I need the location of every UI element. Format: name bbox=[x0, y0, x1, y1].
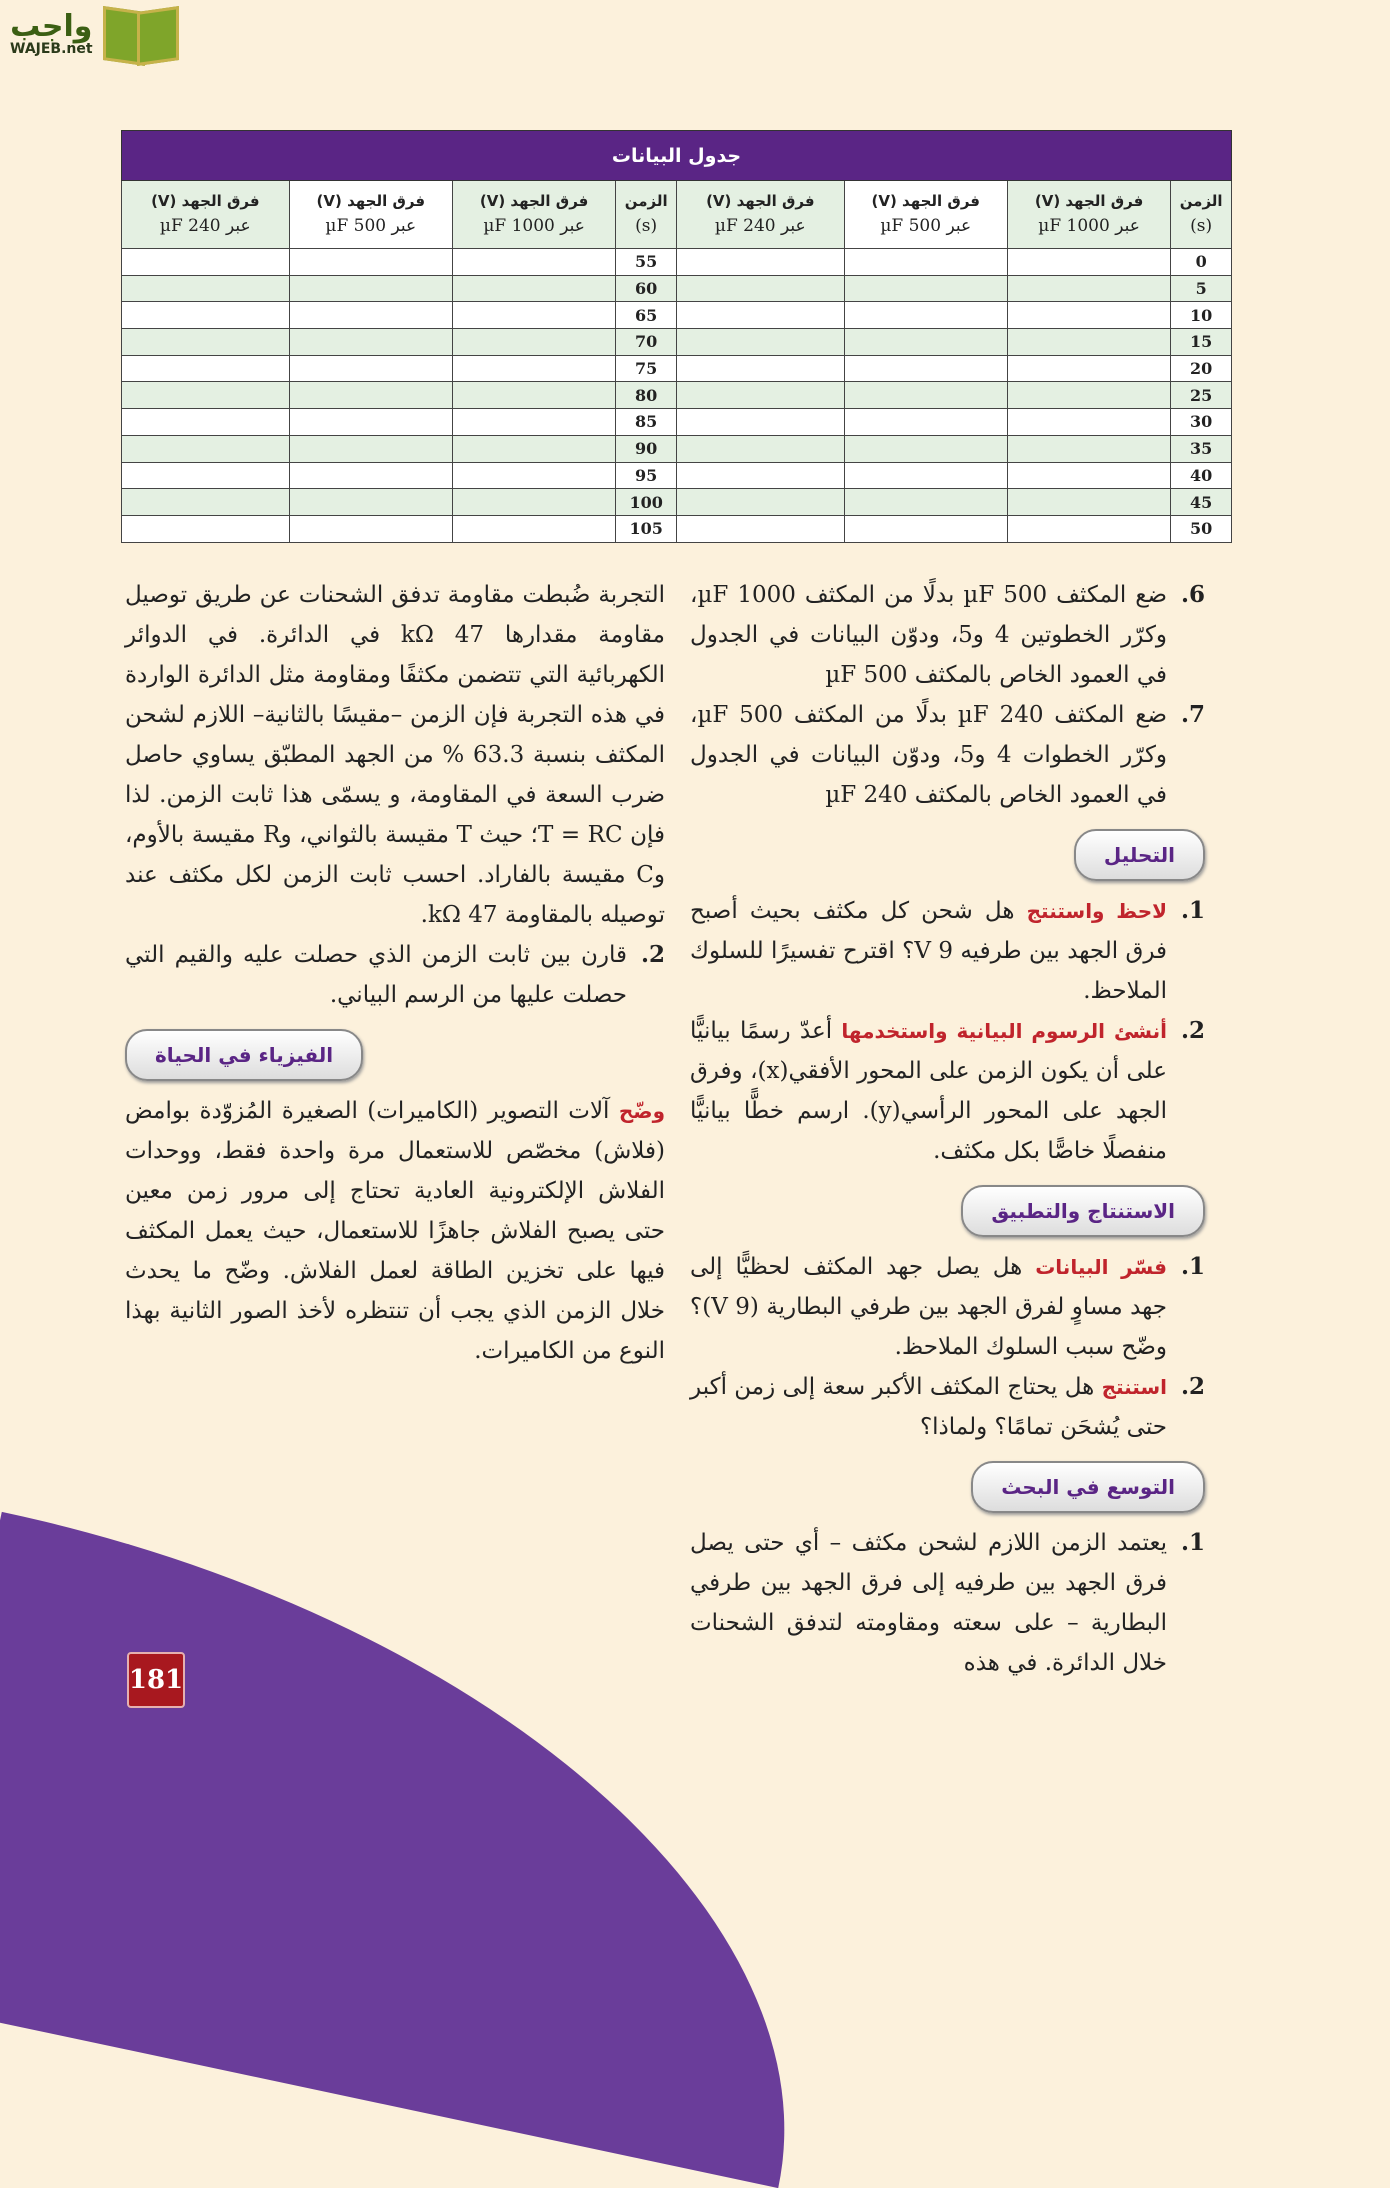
time-cell: 40 bbox=[1171, 462, 1232, 489]
voltage-cell bbox=[677, 382, 845, 409]
voltage-cell bbox=[677, 275, 845, 302]
voltage-cell bbox=[452, 462, 615, 489]
voltage-cell bbox=[1007, 462, 1170, 489]
data-table bbox=[121, 130, 1232, 543]
header-bottom: عبر 500 µF bbox=[325, 215, 417, 236]
physics-in-life-heading: الفيزياء في الحياة bbox=[125, 1029, 363, 1081]
header-top: الزمن bbox=[1179, 191, 1223, 210]
item-number: 1. bbox=[1180, 897, 1205, 924]
time-cell: 95 bbox=[616, 462, 677, 489]
voltage-cell bbox=[452, 409, 615, 436]
time-cell: 60 bbox=[616, 275, 677, 302]
physics-in-life-text bbox=[125, 1091, 665, 1371]
item-number: 2. bbox=[1180, 1373, 1205, 1400]
time-cell: 15 bbox=[1171, 329, 1232, 356]
voltage-cell bbox=[677, 329, 845, 356]
voltage-cell bbox=[452, 515, 615, 542]
header-top: فرق الجهد (V) bbox=[1034, 191, 1144, 210]
voltage-cell bbox=[452, 249, 615, 276]
header-bottom: عبر 240 µF bbox=[159, 215, 251, 236]
item-text: هل يحتاج المكثف الأكبر سعة إلى زمن أكبر حتى يُشحَن تمامًا؟ ولماذا؟ bbox=[690, 1374, 1167, 1440]
voltage-cell bbox=[289, 489, 452, 516]
time-cell: 35 bbox=[1171, 435, 1232, 462]
voltage-cell bbox=[844, 302, 1007, 329]
voltage-cell bbox=[677, 489, 845, 516]
voltage-cell bbox=[1007, 382, 1170, 409]
voltage-cell bbox=[122, 249, 290, 276]
table-row bbox=[122, 489, 1232, 516]
item-number: 1. bbox=[1180, 1529, 1205, 1556]
voltage-cell bbox=[844, 355, 1007, 382]
voltage-cell bbox=[844, 382, 1007, 409]
voltage-cell bbox=[1007, 249, 1170, 276]
voltage-cell bbox=[677, 409, 845, 436]
item-text: ضع المكثف 240 µF بدلًا من المكثف 500 µF، وكرّر الخطوات 4 و5، ودوّن البيانات في الجدول في العمود الخاص بالمكثف 240 µF bbox=[690, 702, 1168, 808]
voltage-cell bbox=[677, 435, 845, 462]
header-bottom: (s) bbox=[635, 215, 658, 236]
voltage-cell bbox=[844, 329, 1007, 356]
voltage-cell bbox=[844, 462, 1007, 489]
voltage-cell bbox=[289, 382, 452, 409]
conclusion-heading: الاستنتاج والتطبيق bbox=[961, 1185, 1205, 1237]
table-row bbox=[122, 302, 1232, 329]
research-item-2 bbox=[125, 935, 665, 1015]
time-cell: 50 bbox=[1171, 515, 1232, 542]
item-text: آلات التصوير (الكاميرات) الصغيرة المُزوّدة بوامض (فلاش) مخصّص للاستعمال مرة واحدة فقط، ووحدات الفلاش الإلكترونية العادية تحتاج إلى مرور زمن معين حتى يصبح الفلاش جاهزًا للاستعمال، حيث يعمل المكثف فيها على تخزين الطاقة لعمل الفلاش. وضّح ما يحدث خلال الزمن الذي يجب أن تنتظره لأخذ الصور الثانية بهذا النوع من الكاميرات. bbox=[125, 1098, 665, 1364]
table-row bbox=[122, 329, 1232, 356]
voltage-cell bbox=[122, 435, 290, 462]
voltage-cell bbox=[122, 462, 290, 489]
voltage-cell bbox=[122, 382, 290, 409]
time-cell: 65 bbox=[616, 302, 677, 329]
header-top: فرق الجهد (V) bbox=[151, 191, 260, 210]
voltage-cell bbox=[677, 462, 845, 489]
item-text: أعدّ رسمًا بيانيًّا على أن يكون الزمن على المحور الأفقي(x)، وفرق الجهد على المحور الرأسي(y). ارسم خطًّا بيانيًّا منفصلًا خاصًّا بكل مكثف. bbox=[690, 1018, 1167, 1164]
table-row bbox=[122, 409, 1232, 436]
conclusion-item-1 bbox=[690, 1247, 1205, 1367]
voltage-cell bbox=[122, 275, 290, 302]
logo-arabic: واجب bbox=[10, 9, 93, 44]
voltage-cell bbox=[452, 435, 615, 462]
table-row bbox=[122, 515, 1232, 542]
voltage-cell bbox=[122, 489, 290, 516]
time-cell: 80 bbox=[616, 382, 677, 409]
voltage-cell bbox=[289, 302, 452, 329]
voltage-cell bbox=[1007, 355, 1170, 382]
keyword: لاحظ واستنتج bbox=[1026, 899, 1167, 923]
header-bottom: (s) bbox=[1190, 215, 1213, 236]
table-row bbox=[122, 462, 1232, 489]
voltage-cell bbox=[289, 275, 452, 302]
item-text: ضع المكثف 500 µF بدلًا من المكثف 1000 µF، وكرّر الخطوتين 4 و5، ودوّن البيانات في الجدول في العمود الخاص بالمكثف 500 µF bbox=[690, 582, 1168, 688]
voltage-cell bbox=[1007, 409, 1170, 436]
keyword: فسّر البيانات bbox=[1035, 1255, 1167, 1279]
keyword: أنشئ الرسوم البيانية واستخدمها bbox=[841, 1019, 1167, 1043]
keyword: وضّح bbox=[618, 1099, 665, 1123]
page-number: 181 bbox=[127, 1652, 185, 1708]
voltage-cell bbox=[1007, 275, 1170, 302]
time-cell: 0 bbox=[1171, 249, 1232, 276]
table-row bbox=[122, 355, 1232, 382]
table-row bbox=[122, 382, 1232, 409]
time-cell: 20 bbox=[1171, 355, 1232, 382]
voltage-cell bbox=[1007, 515, 1170, 542]
table-title: جدول البيانات bbox=[122, 131, 1232, 181]
table-row bbox=[122, 275, 1232, 302]
table-row bbox=[122, 435, 1232, 462]
research-item-1 bbox=[690, 1523, 1205, 1683]
voltage-cell bbox=[844, 515, 1007, 542]
header-top: فرق الجهد (V) bbox=[479, 191, 589, 210]
item-number: 2. bbox=[640, 941, 665, 968]
voltage-cell bbox=[677, 515, 845, 542]
column-header bbox=[1007, 181, 1170, 249]
step-7 bbox=[690, 695, 1205, 815]
voltage-cell bbox=[677, 302, 845, 329]
research-continuation: التجربة ضُبطت مقاومة تدفق الشحنات عن طريق توصيل مقاومة مقدارها 47 kΩ في الدائرة. في الدوائر الكهربائية التي تتضمن مكثفًا ومقاومة مثل الدائرة الواردة في هذه التجربة فإن الزمن –مقيسًا بالثانية– اللازم لشحن المكثف بنسبة 63.3 % من الجهد المطبّق يساوي حاصل ضرب السعة في المقاومة، و يسمّى هذا ثابت الزمن. لذا فإن T = RC؛ حيث T مقيسة بالثواني، وR مقيسة بالأوم، وC مقيسة بالفاراد. احسب ثابت الزمن لكل مكثف عند توصيله بالمقاومة 47 kΩ. bbox=[125, 582, 665, 928]
time-cell: 45 bbox=[1171, 489, 1232, 516]
item-text: قارن بين ثابت الزمن الذي حصلت عليه والقيم التي حصلت عليها من الرسم البياني. bbox=[125, 942, 627, 1008]
voltage-cell bbox=[452, 355, 615, 382]
item-text: هل شحن كل مكثف بحيث أصبح فرق الجهد بين طرفيه 9 V؟ اقترح تفسيرًا للسلوك الملاحظ. bbox=[690, 898, 1168, 1004]
voltage-cell bbox=[122, 329, 290, 356]
column-header bbox=[677, 181, 845, 249]
item-number: 1. bbox=[1180, 1253, 1205, 1280]
voltage-cell bbox=[452, 302, 615, 329]
voltage-cell bbox=[844, 409, 1007, 436]
time-cell: 10 bbox=[1171, 302, 1232, 329]
column-header bbox=[122, 181, 290, 249]
analysis-item-1 bbox=[690, 891, 1205, 1011]
time-cell: 25 bbox=[1171, 382, 1232, 409]
voltage-cell bbox=[122, 515, 290, 542]
voltage-cell bbox=[1007, 329, 1170, 356]
voltage-cell bbox=[1007, 302, 1170, 329]
voltage-cell bbox=[289, 462, 452, 489]
item-text: هل يصل جهد المكثف لحظيًّا إلى جهد مساوٍ لفرق الجهد بين طرفي البطارية (9 V)؟ وضّح سبب السلوك الملاحظ. bbox=[690, 1254, 1168, 1360]
table-row bbox=[122, 249, 1232, 276]
time-cell: 100 bbox=[616, 489, 677, 516]
time-cell: 75 bbox=[616, 355, 677, 382]
item-text: يعتمد الزمن اللازم لشحن مكثف – أي حتى يصل فرق الجهد بين طرفيه إلى فرق الجهد بين طرفي البطارية – على سعته ومقاومته لتدفق الشحنات خلال الدائرة. في هذه bbox=[690, 1530, 1167, 1676]
left-column bbox=[125, 575, 665, 1371]
voltage-cell bbox=[289, 249, 452, 276]
voltage-cell bbox=[844, 275, 1007, 302]
voltage-cell bbox=[289, 409, 452, 436]
header-bottom: عبر 500 µF bbox=[880, 215, 972, 236]
voltage-cell bbox=[844, 489, 1007, 516]
wajeb-logo bbox=[10, 5, 181, 63]
time-cell: 90 bbox=[616, 435, 677, 462]
time-cell: 85 bbox=[616, 409, 677, 436]
time-cell: 30 bbox=[1171, 409, 1232, 436]
column-header bbox=[289, 181, 452, 249]
voltage-cell bbox=[452, 275, 615, 302]
header-top: الزمن bbox=[624, 191, 668, 210]
header-top: فرق الجهد (V) bbox=[316, 191, 426, 210]
book-icon bbox=[101, 5, 181, 63]
column-header bbox=[616, 181, 677, 249]
voltage-cell bbox=[122, 302, 290, 329]
logo-latin: WAJEB.net bbox=[10, 41, 93, 57]
right-column bbox=[690, 575, 1205, 1683]
keyword: استنتج bbox=[1101, 1375, 1167, 1399]
voltage-cell bbox=[1007, 435, 1170, 462]
column-header bbox=[844, 181, 1007, 249]
column-header bbox=[452, 181, 615, 249]
research-heading: التوسع في البحث bbox=[971, 1461, 1205, 1513]
header-bottom: عبر 1000 µF bbox=[483, 215, 585, 236]
voltage-cell bbox=[452, 382, 615, 409]
header-bottom: عبر 240 µF bbox=[714, 215, 806, 236]
voltage-cell bbox=[452, 489, 615, 516]
time-cell: 5 bbox=[1171, 275, 1232, 302]
voltage-cell bbox=[289, 515, 452, 542]
step-6 bbox=[690, 575, 1205, 695]
voltage-cell bbox=[677, 355, 845, 382]
voltage-cell bbox=[289, 435, 452, 462]
item-number: 6. bbox=[1180, 581, 1205, 608]
voltage-cell bbox=[844, 435, 1007, 462]
time-cell: 70 bbox=[616, 329, 677, 356]
voltage-cell bbox=[452, 329, 615, 356]
header-top: فرق الجهد (V) bbox=[871, 191, 980, 210]
voltage-cell bbox=[677, 249, 845, 276]
voltage-cell bbox=[122, 355, 290, 382]
item-number: 2. bbox=[1180, 1017, 1205, 1044]
header-bottom: عبر 1000 µF bbox=[1038, 215, 1140, 236]
analysis-item-2 bbox=[690, 1011, 1205, 1171]
voltage-cell bbox=[1007, 489, 1170, 516]
time-cell: 55 bbox=[616, 249, 677, 276]
conclusion-item-2 bbox=[690, 1367, 1205, 1447]
voltage-cell bbox=[122, 409, 290, 436]
header-top: فرق الجهد (V) bbox=[706, 191, 815, 210]
column-header bbox=[1171, 181, 1232, 249]
voltage-cell bbox=[289, 355, 452, 382]
item-number: 7. bbox=[1180, 701, 1205, 728]
time-cell: 105 bbox=[616, 515, 677, 542]
analysis-heading: التحليل bbox=[1074, 829, 1205, 881]
voltage-cell bbox=[289, 329, 452, 356]
voltage-cell bbox=[844, 249, 1007, 276]
